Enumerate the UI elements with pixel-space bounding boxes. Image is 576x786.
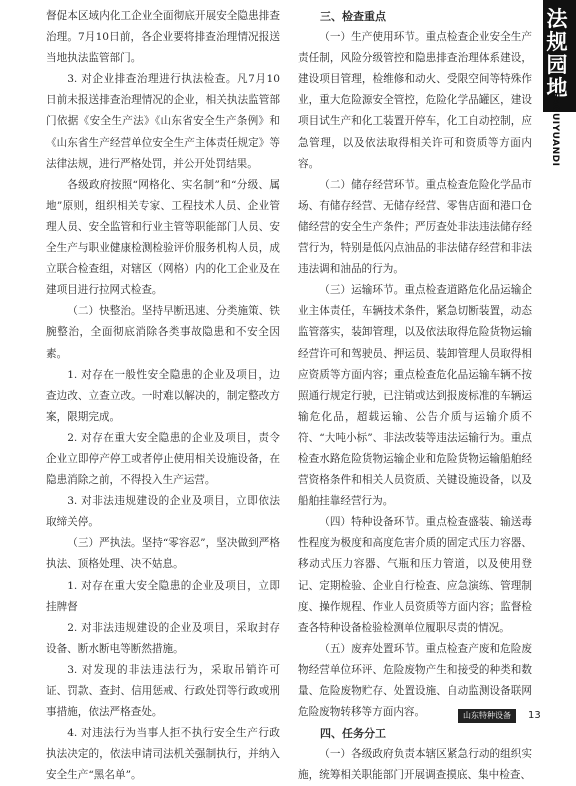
magazine-name: 山东特种设备 — [458, 709, 516, 723]
paragraph: （四）特种设备环节。重点检查盛装、输送毒性程度为极度和高度危害介质的固定式压力容器、移动式压力容器、气瓶和压力管道，以及使用登记、定期检验、企业自行检查、应急演练、管理制度、操作规程、作业人员资质等方面内容；监督检查各特种设备检验检测单位履职尽责的情况。 — [298, 516, 532, 634]
paragraph: （三）严执法。坚持“零容忍”，坚决做到严格执法、顶格处理、决不姑息。 — [46, 537, 280, 571]
paragraph: （三）运输环节。重点检查道路危化品运输企业主体责任，车辆技术条件，紧急切断装置，动态监管落实，装卸管理，以及依法取得危险货物运输经营许可和驾驶员、押运员、装卸管理人员取得相应资质等方面内容；重点检查危化品运输车辆不按照通行规定行驶，已注销或达到报废标准的车辆运输危化品，超载运输、公告介质与运输介质不符、“大吨小标”、非法改装等违法运输行为。重点检查水路危险货物运输企业和危险货物运输船舶经营资格条件和相关人员资质、关键设施设备，以及船舶挂靠经营行为。 — [298, 284, 532, 508]
paragraph: （二）快整治。坚持早断迅速、分类施策、铁腕整治，全面彻底消除各类事故隐患和不安全因素。 — [46, 305, 280, 360]
section-heading: 三、检查重点 — [320, 10, 386, 23]
paragraph: （一）各级政府负责本辖区紧急行动的组织实施，统筹相关职能部门开展调查摸底、集中检查、 — [298, 748, 532, 782]
section-tab-title: 法规园地 — [546, 7, 568, 100]
page-number: 13 — [528, 710, 541, 721]
paragraph: 1. 对存在重大安全隐患的企业及项目，立即挂牌督 — [46, 579, 280, 613]
paragraph: 各级政府按照“网格化、实名制”和“分级、属地”原则，组织相关专家、工程技术人员、企业管理人员、安全监管和行业主管等职能部门人员、安全生产与职业健康检测检验评价服务机构人员，成立联合检查组，对辖区（网格）内的化工企业及在建项目进行拉网式检查。 — [46, 178, 280, 297]
section-tab-subtitle: FAGUIYUANDI — [550, 92, 560, 167]
paragraph: 督促本区域内化工企业全面彻底开展安全隐患排查治理。7月10日前，各企业要将排查治理情况报送当地执法监管部门。 — [46, 10, 280, 65]
paragraph: 3. 对非法违规建设的企业及项目，立即依法取缔关停。 — [46, 495, 280, 529]
paragraph: 1. 对存在一般性安全隐患的企业及项目，边查边改、立查立改。一时难以解决的，制定整改方案，限期完成。 — [46, 368, 280, 423]
paragraph: 3. 对企业排查治理进行执法检查。凡7月10日前未报送排查治理情况的企业，相关执法监管部门依据《安全生产法》《山东省安全生产条例》和《山东省生产经营单位安全生产主体责任规定》等法律法规，进行严格处罚，并公开处罚结果。 — [46, 73, 280, 170]
section-heading: 四、任务分工 — [320, 727, 386, 741]
paragraph: （一）生产使用环节。重点检查企业安全生产责任制，风险分级管控和隐患排查治理体系建设，建设项目管理，检维修和动火、受限空间等特殊作业，重大危险源安全管控，危险化学品罐区，建设项目试生产和化工装置开停车，化工自动控制，应急管理，以及依法取得相关许可和资质等方面内容。 — [298, 31, 532, 170]
paragraph: 4. 对违法行为当事人拒不执行安全生产行政执法决定的，依法申请司法机关强制执行，并纳入安全生产“黑名单”。 — [46, 727, 280, 782]
right-column — [298, 6, 532, 786]
paragraph: （五）废弃处置环节。重点检查产废和危险废物经营单位环评、危险废物产生和接受的种类和数量、危险废物贮存、处置设施、自动监测设备联网危险废物转移等方面内容。 — [298, 642, 532, 719]
paragraph: 3. 对发现的非法违法行为，采取吊销许可证、罚款、查封、信用惩戒、行政处罚等行政或刑事措施，依法严格查处。 — [46, 663, 280, 719]
paragraph: 2. 对存在重大安全隐患的企业及项目，责令企业立即停产停工或者停止使用相关设施设备，在隐患消除之前，不得投入生产运营。 — [46, 431, 280, 487]
paragraph: （二）储存经营环节。重点检查危险化学品市场、有储存经营、无储存经营、零售店面和港口仓储经营的安全生产条件；严厉查处非法违法储存经营行为，特别是低闪点油品的非法储存经营和非法违法调和油品的行为。 — [298, 178, 532, 276]
left-column — [46, 6, 280, 786]
paragraph: 2. 对非法违规建设的企业及项目，采取封存设备、断水断电等断然措施。 — [46, 621, 280, 655]
